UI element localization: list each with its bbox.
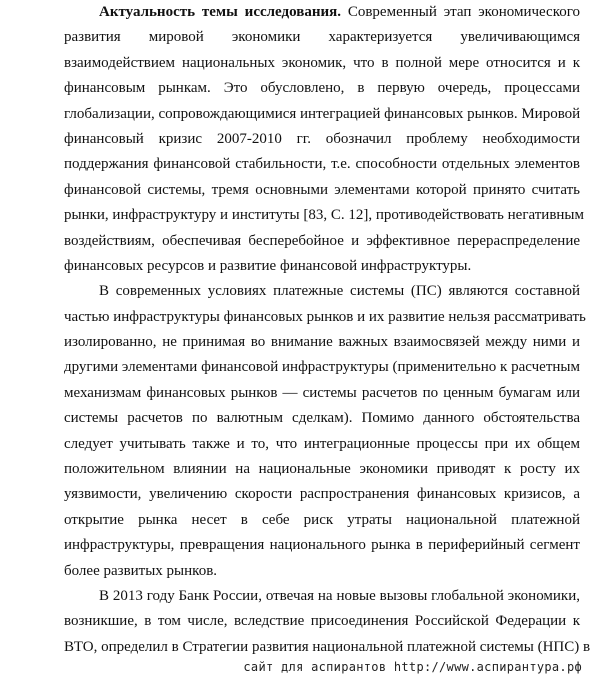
paragraph-bank-of-russia <box>64 584 591 660</box>
text-line: частью инфраструктуры финансовых рынков и их развитие нельзя рассматривать <box>64 308 586 325</box>
text-line: финансовых ресурсов и развитие финансовой инфраструктуры. <box>64 257 472 274</box>
text-line: финансовый кризис 2007-2010 гг. обозначил проблему необходимости <box>64 130 580 147</box>
section-heading: Актуальность темы исследования. <box>99 4 341 20</box>
text-line: развития мировой экономики характеризуется увеличивающимся <box>64 29 580 46</box>
text-line: поддержания финансовой стабильности, т.е. способности отдельных элементов <box>64 156 580 173</box>
text-line: возникшие, в том числе, вследствие присоединения Российской Федерации к <box>64 613 580 630</box>
text-line: другими элементами финансовой инфраструктуры (применительно к расчетным <box>64 359 580 376</box>
text-line: Актуальность темы исследования. Современный этап экономического <box>99 4 581 20</box>
paragraph-relevance <box>64 0 584 279</box>
text-line: инфраструктуры, превращения национального рынка в периферийный сегмент <box>64 537 580 554</box>
text-line: финансовой системы, тремя основными элементами которой принято считать <box>64 181 580 198</box>
paragraph-payment-systems <box>64 279 586 584</box>
text-line: уязвимости, увеличению скорости распространения финансовых кризисов, а <box>64 486 580 503</box>
text-line: ВТО, определил в Стратегии развития национальной платежной системы (НПС) в <box>64 638 591 655</box>
site-watermark: сайт для аспирантов http://www.аспирантура.рф <box>243 660 582 674</box>
text-line: следует учитывать также и то, что интеграционные процессы при их общем <box>64 435 580 452</box>
text-line: финансовым рынкам. Это обусловлено, в первую очередь, процессами <box>64 80 580 97</box>
text-line: глобализации, сопровождающимися интеграцией финансовых рынков. Мировой <box>64 105 581 122</box>
text-line: В современных условиях платежные системы (ПС) являются составной <box>99 283 580 300</box>
text-line: положительном влиянии на национальные экономики приводят к росту их <box>64 461 580 478</box>
text-line: взаимодействием национальных экономик, что в полной мере относится и к <box>64 54 580 71</box>
text-line: рынки, инфраструктуру и институты [83, С. 12], противодействовать негативным <box>64 207 584 224</box>
text-line: системы расчетов по валютным сделкам). Помимо данного обстоятельства <box>64 410 580 427</box>
text-line: открытие рынка несет в себе риск утраты национальной платежной <box>64 511 580 528</box>
text-line: более развитых рынков. <box>64 562 218 579</box>
document-page <box>64 0 591 660</box>
text-line: изолированно, не принимая во внимание важных взаимосвязей между ними и <box>64 334 580 351</box>
text-line: механизмам финансовых рынков — системы расчетов по ценным бумагам или <box>64 384 580 401</box>
text-line: В 2013 году Банк России, отвечая на новые вызовы глобальной экономики, <box>99 587 580 604</box>
text-line: воздействиям, обеспечивая бесперебойное и эффективное перераспределение <box>64 232 580 249</box>
